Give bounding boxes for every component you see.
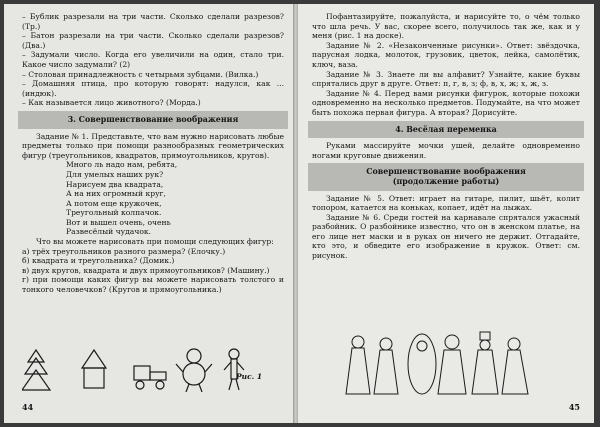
fat-man-icon [176,349,212,392]
option-d: г) при помощи каких фигур вы можете нарисовать толстого и тонкого человечков? (Кругов и прямоугольника.) [22,275,284,295]
thin-man-icon [224,349,244,390]
section-5-heading-box [308,163,584,190]
section-3-heading-box [18,111,288,129]
section-5-title: Совершенствование воображения [366,167,526,177]
figure-1-shapes [22,346,284,392]
section-4-heading-box [308,121,584,139]
verse-line: Вот и вышел очень, очень [66,217,171,227]
page-number: 44 [22,402,34,412]
verse-line: Много ль надо нам, ребята, [66,160,178,170]
intro-text: Пофантазируйте, пожалуйста, и нарисуйте то, о чём только что шла речь. У вас, скорее всего, получилось так же, как и у меня (рис. 1 на доске). [312,12,580,41]
riddle-5: – Домашняя птица, про которую говорят: надулся, как ... (индюк). [22,79,284,98]
guest-figure-icon [346,336,370,394]
option-a: а) трёх треугольников разного размера? (Елочку.) [22,246,226,256]
section-5-subtitle: (продолжение работы) [392,176,500,186]
house-icon [82,350,106,388]
verse-line: Треугольный колпачок. [66,208,162,218]
section-4-title: 4. Весёлая переменка [395,124,497,134]
task-2: Задание № 2. «Незаконченные рисунки». Ответ: звёздочка, парусная лодка, молоток, грузовик, цветок, лейка, самолётик, ключ, ваза. [312,40,580,69]
verse-line: Нарисуем два квадрата, [66,179,164,189]
task-4: Задание № 4. Перед вами рисунки фигурок, которые похожи одновременно на несколько предметов. Подумайте, на что может быть похожа первая фигура. А вторая? Дорисуйте. [312,88,580,117]
riddle-2: – Батон разрезали на три части. Сколько сделали разрезов? (Два.) [22,31,284,50]
riddle-4: – Столовая принадлежность с четырьмя зубцами. (Вилка.) [22,69,259,79]
verse-line: Для умелых наших рук? [66,169,164,179]
verse-line: А на них огромный круг, [66,189,166,199]
option-c: в) двух кругов, квадрата и двух прямоугольников? (Машину.) [22,265,270,275]
page-number: 45 [568,402,580,412]
guest-figure-icon [438,335,466,394]
verse-line: Развесёлый чудачок. [66,227,152,237]
car-icon [134,366,166,389]
riddle-1: – Бублик разрезали на три части. Сколько сделали разрезов? (Тр.) [22,12,284,31]
figures-question: Что вы можете нарисовать при помощи следующих фигур: [36,237,274,247]
guest-figure-icon [374,338,398,394]
verse [22,160,284,237]
task-5: Задание № 5. Ответ: играет на гитаре, пилит, шьёт, колит топором, катается на коньках, копает, идёт на лыжах. [312,193,580,213]
section-4-text: Руками массируйте мочки ушей, делайте одновременно ногами круговые движения. [312,141,580,160]
guest-figure-icon [408,334,436,394]
guest-figure-icon [502,338,528,394]
task-1: Задание № 1. Представьте, что вам нужно нарисовать любые предметы только при помощи разнообразных геометрических фигур (треугольников, квадратов, прямоугольников, кругов). [22,131,284,160]
right-column [312,12,580,261]
verse-line: А потом еще кружочек, [66,198,162,208]
guest-figure-icon [472,332,498,394]
fir-tree-icon [22,350,50,390]
section-3-title: 3. Совершенствование воображения [67,114,239,124]
left-page [4,4,294,423]
right-page [298,4,594,423]
carnival-illustration [342,330,532,396]
option-b: б) квадрата и треугольника? (Домик.) [22,256,175,266]
figure-caption: Рис. 1 [236,372,263,381]
task-6: Задание № 6. Среди гостей на карнавале спрятался ужасный разбойник. О разбойнике известно, что он в женском платье, на его лице нет маски и в руках он ничего не держит. Отгадайте, кто это, и обведите его изображение в кружок. Ответ: см. рисунок. [312,212,580,261]
left-column [22,12,284,295]
riddle-6: – Как называется лицо животного? (Морда.) [22,98,201,108]
task-3: Задание № 3. Знаете ли вы алфавит? Узнайте, какие буквы спрятались друг в друге. Ответ: п, г, в, з; ф, в, х, ж; х, ж, з. [312,69,580,89]
riddle-3: – Задумали число. Когда его увеличили на один, стало три. Какое число задумали? (2) [22,50,284,69]
